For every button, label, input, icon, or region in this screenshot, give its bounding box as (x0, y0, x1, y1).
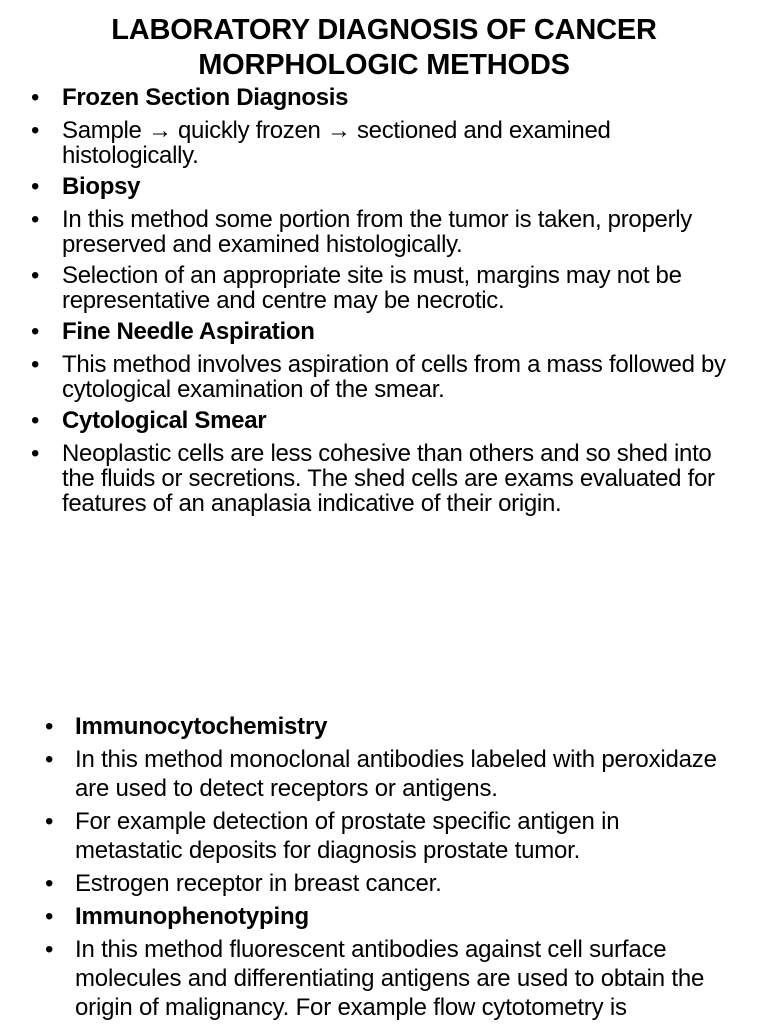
bullet-item-fine-needle: • This method involves aspiration of cells from a mass followed by cytological examination of the smear. (62, 352, 732, 402)
bullet-heading-cytological-smear: • Cytological Smear (62, 408, 732, 433)
bullet-list-1 (0, 85, 768, 516)
title-line-1: LABORATORY DIAGNOSIS OF CANCER (111, 14, 657, 46)
title-line-2: MORPHOLOGIC METHODS (198, 49, 570, 81)
page-title (0, 0, 768, 83)
bullet-item-biopsy-method: • In this method some portion from the tumor is taken, properly preserved and examined histologically. (62, 207, 732, 257)
bullet-item-prostate-example: • For example detection of prostate specific antigen in metastatic deposits for diagnosis prostate tumor. (75, 807, 728, 865)
bullet-item-immunophenotyping: • In this method fluorescent antibodies against cell surface molecules and differentiating antigens are used to obtain the origin of malignancy. For example flow cytotometry is (75, 935, 728, 1022)
bullet-heading-frozen-section: • Frozen Section Diagnosis (62, 85, 732, 110)
bullet-heading-immunophenotyping: • Immunophenotyping (75, 902, 728, 931)
bullet-item-cytological-smear: • Neoplastic cells are less cohesive than others and so shed into the fluids or secretions. The shed cells are exams evaluated for features of an anaplasia indicative of their origin. (62, 441, 732, 516)
bullet-list-2 (0, 704, 768, 1022)
bullet-item-frozen-sample: • Sample → quickly frozen → sectioned and examined histologically. (62, 118, 732, 168)
bullet-item-biopsy-site: • Selection of an appropriate site is must, margins may not be representative and centre may be necrotic. (62, 263, 732, 313)
bullet-item-estrogen: • Estrogen receptor in breast cancer. (75, 869, 728, 898)
bullet-heading-biopsy: • Biopsy (62, 174, 732, 199)
bullet-heading-immunocytochemistry: • Immunocytochemistry (75, 712, 728, 741)
bullet-heading-fine-needle: • Fine Needle Aspiration (62, 319, 732, 344)
bullet-item-immuno-method: • In this method monoclonal antibodies labeled with peroxidaze are used to detect receptors or antigens. (75, 745, 728, 803)
slide-2 (0, 704, 768, 1024)
